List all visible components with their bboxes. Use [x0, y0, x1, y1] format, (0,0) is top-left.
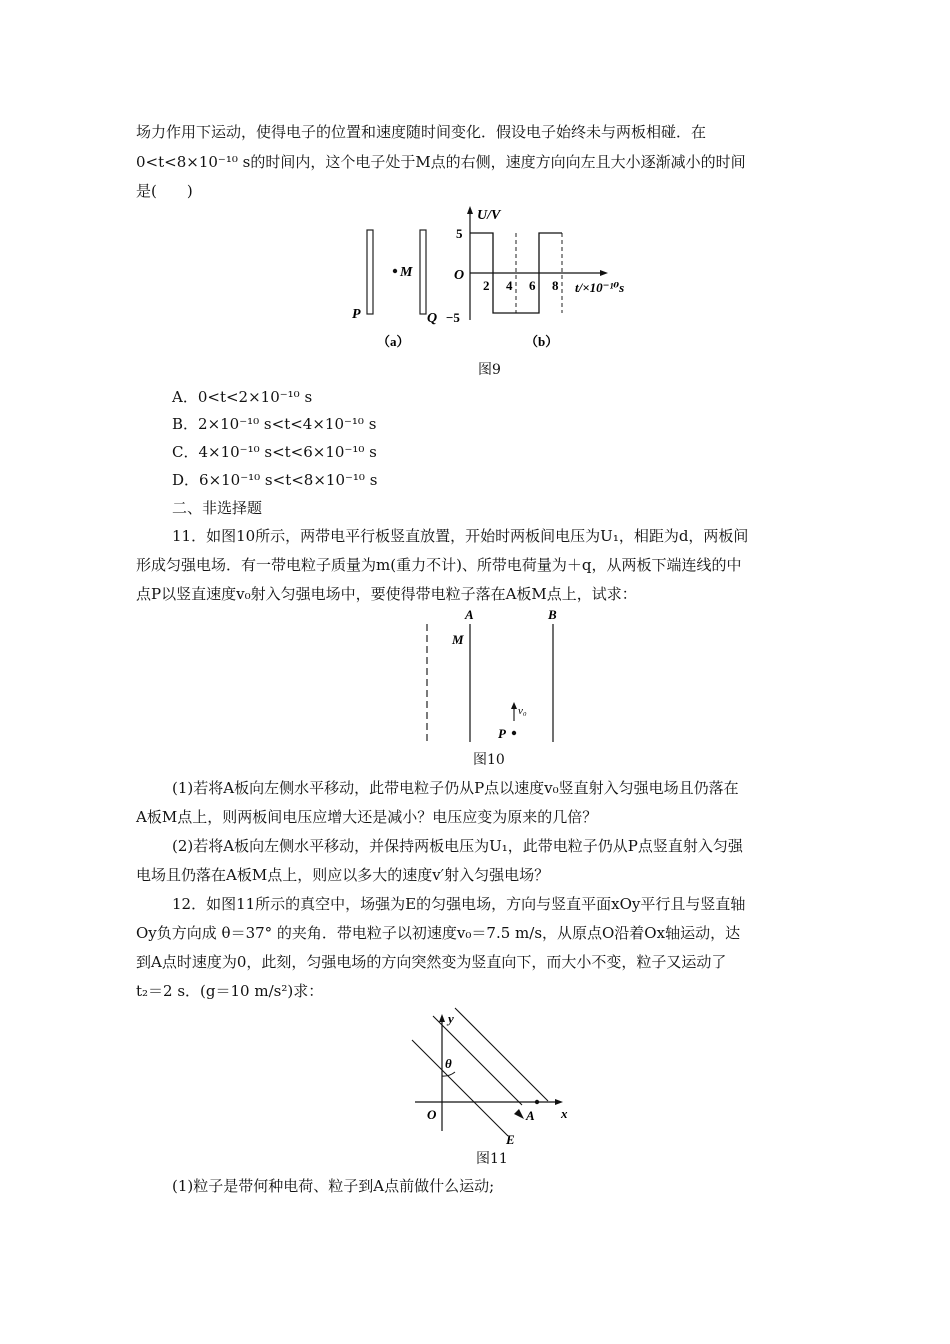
y-axis-arrow — [467, 206, 473, 214]
problem11-part2-line2: 电场且仍落在A板M点上，则应以多大的速度v′射入匀强电场？ — [136, 866, 550, 884]
point-m-label: M — [452, 632, 464, 647]
problem11-line1: 11．如图10所示，两带电平行板竖直放置，开始时两板间电压为U₁，相距为d，两板间 — [172, 527, 749, 545]
point-m-label: M — [400, 265, 413, 280]
figure9-caption: 图9 — [478, 362, 501, 378]
problem11-part2-line1: (2)若将A板向左侧水平移动，并保持两板电压为U₁，此带电粒子仍从P点竖直射入匀强 — [172, 837, 743, 855]
figure11-caption: 图11 — [476, 1151, 508, 1167]
plate-q — [420, 230, 426, 314]
x-axis-arrow — [555, 1099, 563, 1105]
point-a-label: A — [526, 1108, 535, 1123]
x-tick-label-4: 4 — [506, 278, 513, 293]
subfig-a-label: （a） — [377, 334, 410, 349]
problem11-line2: 形成匀强电场．有一带电粒子质量为m(重力不计)、所带电荷量为＋q，从两板下端连线的中 — [136, 556, 742, 574]
y-tick-neg5: −5 — [446, 310, 460, 325]
subfig-b-label: （b） — [525, 334, 559, 349]
y-axis-label: U/V — [477, 208, 501, 223]
problem12-part1: (1)粒子是带何种电荷、粒子到A点前做什么运动; — [172, 1177, 495, 1195]
problem11-line3: 点P以竖直速度v₀射入匀强电场中，要使得带电粒子落在A板M点上，试求： — [136, 585, 637, 603]
problem12-line1: 12．如图11所示的真空中，场强为E的匀强电场，方向与竖直平面xOy平行且与竖直轴 — [172, 895, 746, 913]
x-axis-arrow — [600, 270, 608, 276]
problem11-part1-line2: A板M点上，则两板间电压应增大还是减小？电压应变为原来的几倍？ — [136, 808, 598, 826]
x-axis-label: x — [561, 1106, 568, 1121]
velocity-label: v₀ — [518, 705, 527, 717]
point-p-label: P — [498, 726, 506, 741]
problem10-text-line2: 0<t<8×10⁻¹⁰ s的时间内，这个电子处于M点的右侧，速度方向向左且大小逐渐减小的时间 — [136, 153, 746, 171]
field-line-3 — [455, 1008, 548, 1101]
point-m-dot — [393, 269, 397, 273]
point-a-dot — [535, 1100, 539, 1104]
option-d: D．6×10⁻¹⁰ s<t<8×10⁻¹⁰ s — [172, 471, 378, 489]
problem11-part1-line1: (1)若将A板向左侧水平移动，此带电粒子仍从P点以速度v₀竖直射入匀强电场且仍落在 — [172, 779, 739, 797]
velocity-arrowhead — [511, 702, 517, 709]
field-arrowhead — [514, 1109, 524, 1119]
problem12-line3: 到A点时速度为0，此刻，匀强电场的方向突然变为竖直向下，而大小不变，粒子又运动了 — [136, 953, 727, 971]
option-c: C．4×10⁻¹⁰ s<t<6×10⁻¹⁰ s — [172, 443, 377, 461]
x-tick-label-8: 8 — [552, 278, 559, 293]
plate-q-label: Q — [427, 311, 438, 326]
origin-label: O — [454, 268, 465, 283]
problem12-line4: t₂＝2 s．(g＝10 m/s²)求： — [136, 982, 324, 1000]
origin-label: O — [427, 1107, 437, 1122]
plate-b-label: B — [548, 607, 557, 622]
problem12-line2: Oy负方向成 θ＝37° 的夹角．带电粒子以初速度v₀＝7.5 m/s，从原点O沿着Ox轴运动，达 — [136, 924, 741, 942]
theta-label: θ — [445, 1056, 452, 1071]
field-e-label: E — [506, 1132, 515, 1146]
y-axis-label: y — [448, 1011, 454, 1026]
x-tick-label-2: 2 — [483, 278, 490, 293]
plate-a-label: A — [465, 607, 474, 622]
section-heading: 二、非选择题 — [172, 499, 263, 517]
plate-p — [367, 230, 373, 314]
y-tick-5: 5 — [456, 226, 463, 241]
problem10-text-line1: 场力作用下运动，使得电子的位置和速度随时间变化．假设电子始终未与两板相碰．在 — [136, 123, 707, 141]
figure11 — [405, 1006, 585, 1146]
figure10 — [410, 604, 570, 744]
option-b: B．2×10⁻¹⁰ s<t<4×10⁻¹⁰ s — [172, 415, 377, 433]
figure10-caption: 图10 — [473, 752, 505, 768]
option-a: A．0<t<2×10⁻¹⁰ s — [172, 388, 313, 406]
point-p-dot — [512, 731, 516, 735]
voltage-chart — [446, 206, 624, 325]
x-tick-label-6: 6 — [529, 278, 536, 293]
problem10-text-line3: 是( ) — [136, 182, 193, 200]
figure9 — [340, 200, 660, 360]
plate-p-label: P — [352, 307, 361, 322]
y-axis-arrow — [439, 1014, 445, 1022]
x-axis-label: t/×10⁻¹⁰s — [575, 280, 625, 295]
